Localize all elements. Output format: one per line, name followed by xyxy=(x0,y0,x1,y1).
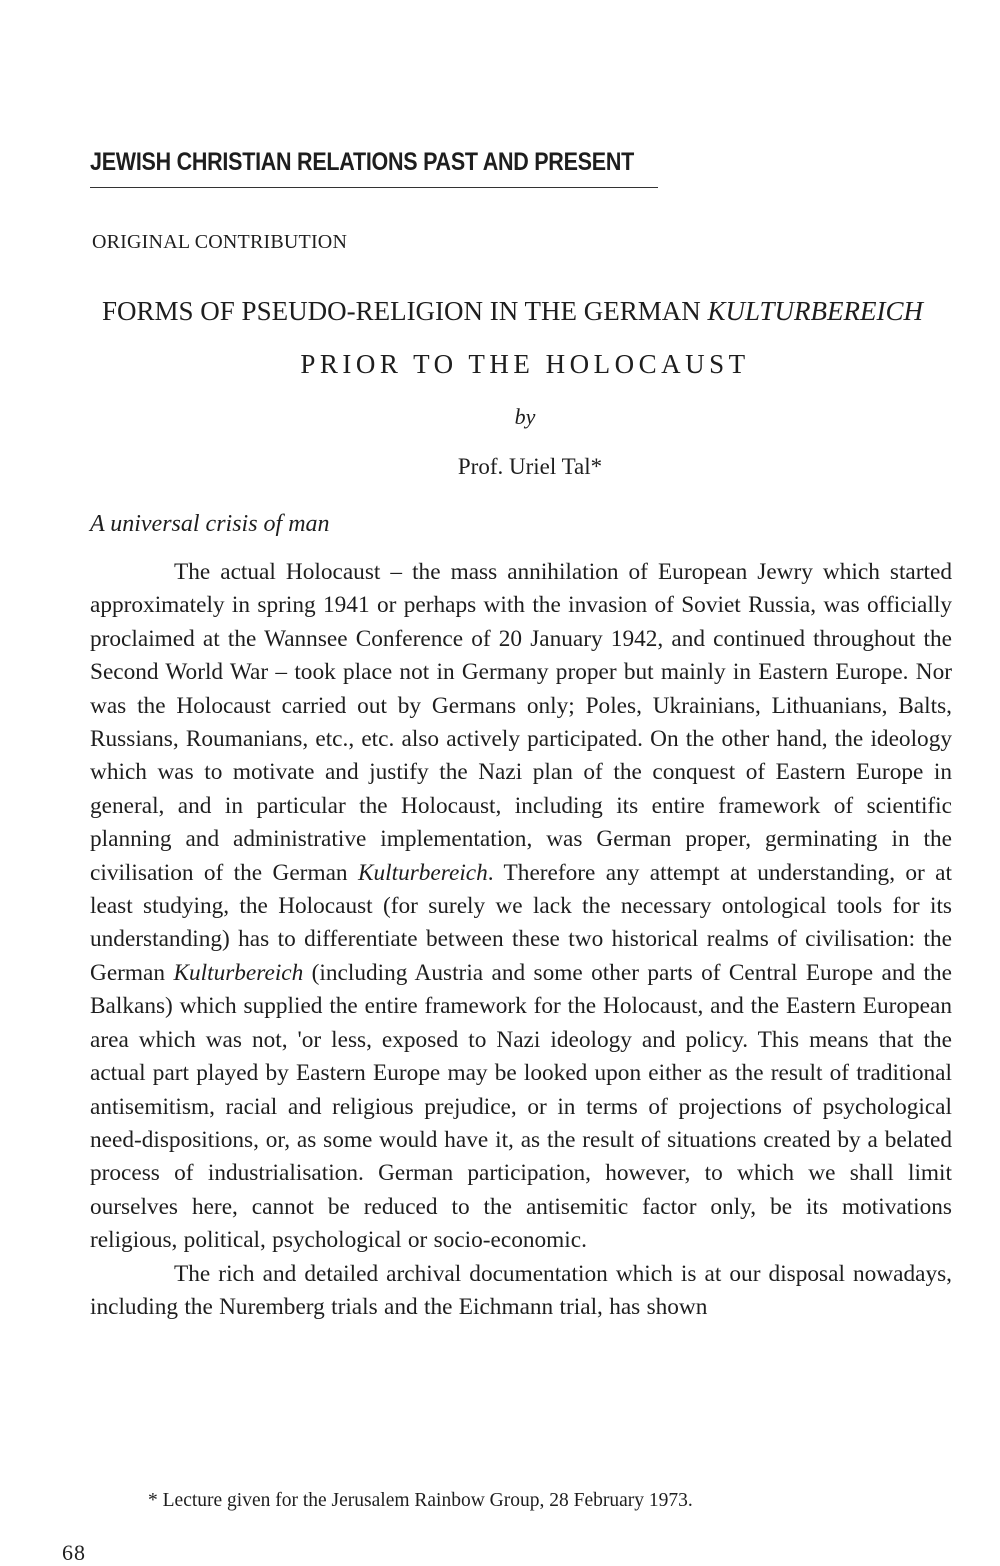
paragraph-1-text-a: The actual Holocaust – the mass annihilation of European Jewry which started approximately in spring 1941 or perhaps with the invasion of Soviet Russia, was officially proclaimed at the Wannsee Conference of 20 January 1942, and continued throughout the Second World War – took place not in Germany proper but mainly in Eastern Europe. Nor was the Holocaust carried out by Germans only; Poles, Ukrainians, Lithuanians, Balts, Russians, Roumanians, etc., etc. also actively participated. On the other hand, the ideology which was to motivate and justify the Nazi plan of the conquest of Eastern Europe in general, and in particular the Holocaust, including its entire framework of scientific planning and administrative implementation, was German proper, germinating in the civilisation of the German xyxy=(90,559,952,886)
paragraph-1-italic-b: Kulturbereich xyxy=(173,959,304,986)
series-title: JEWISH CHRISTIAN RELATIONS PAST AND PRESENT xyxy=(90,148,634,176)
paragraph-1-text-c: (including Austria and some other parts of Central Europe and the Balkans) which supplied the entire framework for the Holocaust, and the Eastern European area which was not, 'or less, exposed to Nazi ideology and policy. This means that the actual part played by Eastern Europe may be looked upon either as the result of traditional antisemitism, racial and religious prejudice, or in terms of projections of psychological need-dispositions, or, as some would have it, as the result of situations created by a belated process of industrialisation. German participation, however, to which we shall limit ourselves here, cannot be reduced to the antisemitic factor only, be its motivations religious, political, psychological or socio-economic. xyxy=(90,959,952,1254)
paragraph-1-text-b: . Therefore any attempt at understanding, or at least studying, the Holocaust (for surely we lack the necessary ontological tools for its understanding) has to differentiate between these two historical realms of civilisation: the German xyxy=(90,859,952,986)
series-title-underline xyxy=(90,187,658,188)
page-number: 68 xyxy=(62,1540,86,1565)
article-body xyxy=(90,556,952,1324)
byline: by xyxy=(514,404,536,429)
contribution-label: ORIGINAL CONTRIBUTION xyxy=(92,231,348,253)
article-title-italic: KULTURBEREICH xyxy=(707,296,924,326)
footnote: * Lecture given for the Jerusalem Rainbow Group, 28 February 1973. xyxy=(148,1490,693,1511)
body-paragraph-2: The rich and detailed archival documentation which is at our disposal nowadays, including the Nuremberg trials and the Eichmann trial, has shown xyxy=(90,1260,952,1320)
article-title-line-1 xyxy=(102,296,962,327)
article-title-line-2: PRIOR TO THE HOLOCAUST xyxy=(300,349,750,379)
paragraph-1-italic-a: Kulturbereich xyxy=(357,859,488,886)
author-name: Prof. Uriel Tal* xyxy=(457,454,603,479)
section-heading: A universal crisis of man xyxy=(90,511,330,537)
body-paragraph-1 xyxy=(90,556,952,1258)
article-title-roman: FORMS OF PSEUDO-RELIGION IN THE GERMAN xyxy=(102,296,708,326)
